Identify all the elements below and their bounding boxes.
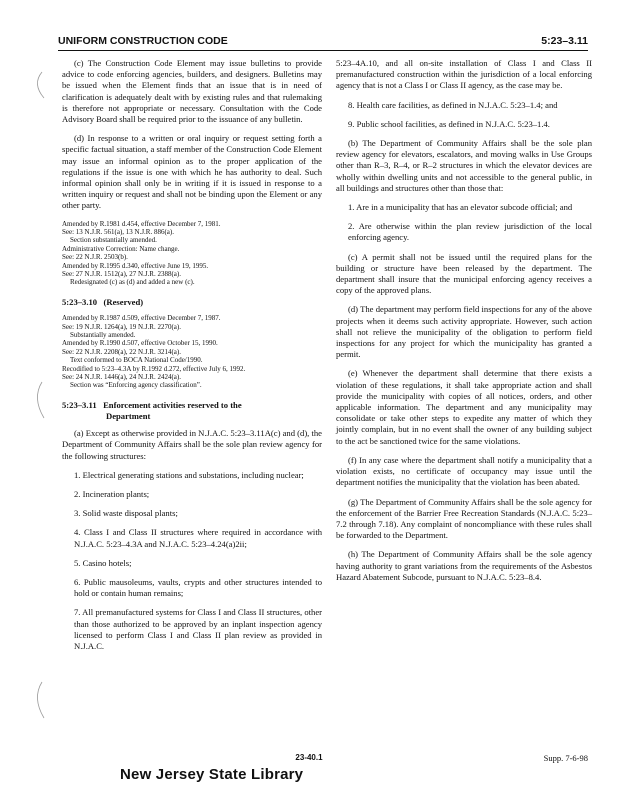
history-line: Section was “Enforcing agency classification”. xyxy=(70,381,202,390)
history-note xyxy=(62,314,322,390)
margin-mark-icon xyxy=(28,680,48,720)
list-item: 2. Are otherwise within the plan review jurisdiction of the local enforcing agency. xyxy=(348,221,592,243)
header-section-number: 5:23–3.11 xyxy=(541,35,588,47)
history-line: Recodified to 5:23–4.3A by R.1992 d.272, effective July 6, 1992. xyxy=(62,364,246,373)
paragraph-c: (c) A permit shall not be issued until the required plans for the building or structure have been released by the department. The department shall insure that the municipal enforcing agency receives a copy of the approved plans. xyxy=(336,251,592,296)
page-number: 23-40.1 xyxy=(295,753,323,762)
history-line: Substantially amended. xyxy=(70,330,136,339)
history-line: Section substantially amended. xyxy=(70,236,157,245)
list-item: 2. Incineration plants; xyxy=(74,488,150,499)
paragraph-f: (f) In any case where the department shall notify a municipality that a violation exists, no certificate of occupancy may issue until the department notifies the municipality that the violation has been abated. xyxy=(336,454,592,488)
section-title: Enforcement activities reserved to the xyxy=(103,399,242,410)
left-column xyxy=(62,58,322,660)
paragraph-d: (d) The department may perform field inspections for any of the above projects when it deems such activity appropriate. However, such action shall not relieve the municipality of the obligation to perform field inspections for any project for which the municipality has granted a permit. xyxy=(336,304,592,360)
supplement-date: Supp. 7-6-98 xyxy=(543,753,588,763)
history-line: Redesignated (c) as (d) and added a new (c). xyxy=(70,278,195,287)
paragraph-b: (b) The Department of Community Affairs shall be the sole plan review agency for elevators, escalators, and moving walks in Use Groups other than R–3, R–4, or R–2 structures in which the elevator devices are wholly within dwelling units and not accessible to the general public, in all buildings and structures other than those that: xyxy=(336,138,592,193)
margin-mark-icon xyxy=(28,70,48,100)
paragraph-h: (h) The Department of Community Affairs shall be the sole agency having authority to grant variations from the requirements of the Asbestos Hazard Abatement Subcode, pursuant to N.J.A.C. 5:23–8.4. xyxy=(336,549,592,582)
list-item: 3. Solid waste disposal plants; xyxy=(74,508,178,519)
list-item: 7. All premanufactured systems for Class I and Class II structures, other than those authorized to be approved by an inplant inspection agency licensed to perform Class I and Class II plan review as provided in N.J.A.C. xyxy=(74,607,322,651)
list-item: 6. Public mausoleums, vaults, crypts and other structures intended to hold or contain human remains; xyxy=(74,576,322,599)
section-title-continued: Department xyxy=(106,410,151,421)
margin-mark-icon xyxy=(28,380,48,420)
history-line: See: 13 N.J.R. 561(a), 13 N.J.R. 886(a). xyxy=(62,228,174,237)
paragraph-c: (c) The Construction Code Element may issue bulletins to provide advice to code enforcing agencies, builders, and designers. Bulletins may be issued when the Element finds that an issue that is in need of clarification is adequately dealt with by existing rules and that rulemaking is therefore not appropriate or necessary. Consultation with the Code Advisory Board shall be required prior to the issuance of any bulletin. xyxy=(62,58,322,125)
history-line: See: 24 N.J.R. 1446(a), 24 N.J.R. 2424(a). xyxy=(62,372,181,381)
history-line: Amended by R.1995 d.340, effective June 19, 1995. xyxy=(62,261,209,270)
history-line: Amended by R.1981 d.454, effective December 7, 1981. xyxy=(62,219,221,228)
header-title: UNIFORM CONSTRUCTION CODE xyxy=(58,35,228,47)
list-item: 1. Are in a municipality that has an elevator subcode official; and xyxy=(348,202,573,213)
section-number: 5:23–3.11 xyxy=(62,399,97,410)
library-stamp: New Jersey State Library xyxy=(120,766,304,783)
section-heading-311 xyxy=(62,400,322,422)
history-line: See: 27 N.J.R. 1512(a), 27 N.J.R. 2388(a). xyxy=(62,270,181,279)
history-line: See: 22 N.J.R. 2503(b). xyxy=(62,253,128,262)
history-line: Administrative Correction: Name change. xyxy=(62,244,180,253)
history-line: Text conformed to BOCA National Code/1990. xyxy=(70,356,203,365)
section-heading-310: 5:23–3.10 (Reserved) xyxy=(62,296,144,307)
running-header xyxy=(58,34,588,51)
history-line: Amended by R.1990 d.507, effective October 15, 1990. xyxy=(62,339,218,348)
history-line: See: 22 N.J.R. 2208(a), 22 N.J.R. 3214(a). xyxy=(62,347,181,356)
list-item: 8. Health care facilities, as defined in N.J.A.C. 5:23–1.4; and xyxy=(348,99,558,110)
history-line: See: 19 N.J.R. 1264(a), 19 N.J.R. 2270(a). xyxy=(62,322,181,331)
paragraph-a: (a) Except as otherwise provided in N.J.A.C. 5:23–3.11A(c) and (d), the Department of Community Affairs shall be the sole plan review agency for the following structures: xyxy=(62,428,322,461)
list-item: 4. Class I and Class II structures where required in accordance with N.J.A.C. 5:23–4.3A and N.J.A.C. 5:23–4.24(a)2ii; xyxy=(74,527,322,549)
history-line: Amended by R.1987 d.509, effective December 7, 1987. xyxy=(62,314,221,323)
history-note xyxy=(62,220,322,287)
list-item: 9. Public school facilities, as defined in N.J.A.C. 5:23–1.4. xyxy=(348,118,550,129)
paragraph-d: (d) In response to a written or oral inquiry or request setting forth a specific factual situation, a staff member of the Construction Code Element may issue an informal opinion as to the proper application of the regulations if the issue is one with which he has authority to deal. Such informal opinion shall only be in writing if it is issued in response to a written inquiry or request and shall not be binding upon the Element or any other party. xyxy=(62,133,322,211)
paragraph-g: (g) The Department of Community Affairs shall be the sole agency for the enforcement of the Barrier Free Recreation Standards (N.J.A.C. 5:23– 7.2 through 7.18). Any complaint of noncompliance with these rules shall be forwarded to the Department. xyxy=(336,496,592,541)
right-column xyxy=(336,58,592,591)
list-item: 1. Electrical generating stations and substations, including nuclear; xyxy=(74,469,304,480)
paragraph-e: (e) Whenever the department shall determine that there exists a violation of these regulations, it shall take appropriate action and shall provide the municipality with copies of all notices, orders, and other applicable information. The department and any municipality may consolidate or take other steps to expedite any matter of which they jointly complain, but in no event shall the owner of any building subject to the act be sanctioned twice for the same violations. xyxy=(336,368,592,446)
continued-text: 5:23–4A.10, and all on-site installation of Class I and Class II premanufactured construction within the jurisdiction of a local enforcing agency that is not a Class I or Class II agency, as the case may be. xyxy=(336,58,592,91)
list-item: 5. Casino hotels; xyxy=(74,557,132,568)
